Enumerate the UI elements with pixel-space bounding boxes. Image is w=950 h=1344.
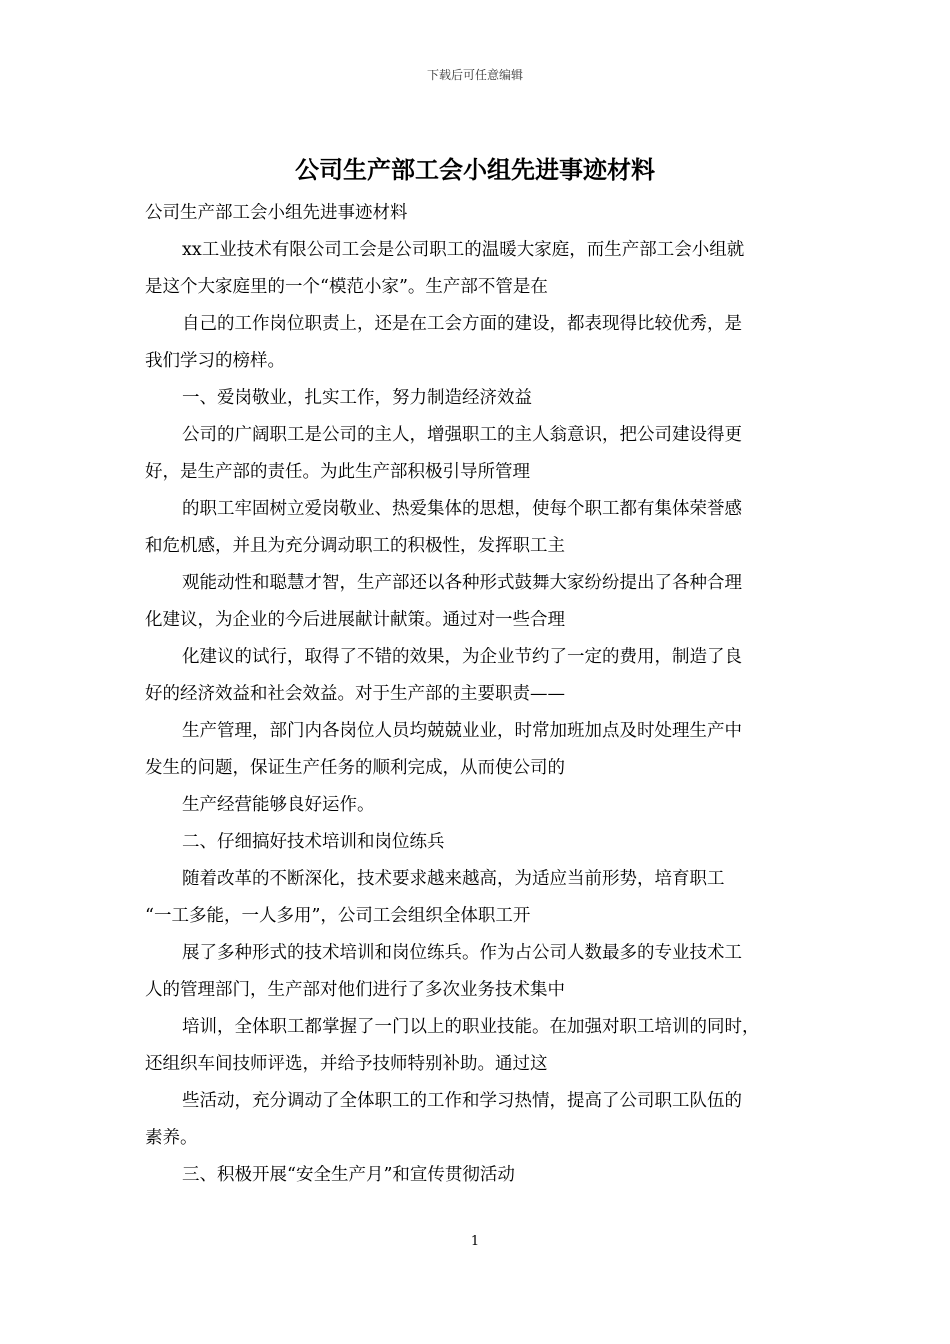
section-heading: 三、积极开展“安全生产月”和宣传贯彻活动 [182,1165,515,1185]
paragraph-line: 培训，全体职工都掌握了一门以上的职业技能。在加强对职工培训的同时， [182,1017,760,1037]
paragraph-line: 些活动，充分调动了全体职工的工作和学习热情，提高了公司职工队伍的 [182,1091,742,1111]
paragraph-line: 公司的广阔职工是公司的主人，增强职工的主人翁意识，把公司建设得更 [182,425,742,445]
paragraph-line: 素养。 [145,1128,198,1148]
paragraph-line: xx工业技术有限公司工会是公司职工的温暖大家庭，而生产部工会小组就 [182,240,745,260]
section-heading: 一、爱岗敬业，扎实工作，努力制造经济效益 [182,388,532,408]
paragraph-line: 公司生产部工会小组先进事迹材料 [145,203,408,223]
document-body [145,195,810,1194]
paragraph-line: 还组织车间技师评选，并给予技师特别补助。通过这 [145,1054,548,1074]
paragraph-line: 发生的问题，保证生产任务的顺利完成，从而使公司的 [145,758,565,778]
paragraph-line: “一工多能，一人多用”，公司工会组织全体职工开 [145,906,531,926]
paragraph-line: 自己的工作岗位职责上，还是在工会方面的建设，都表现得比较优秀，是 [182,314,742,334]
document-title: 公司生产部工会小组先进事迹材料 [295,155,655,184]
paragraph-line: 我们学习的榜样。 [145,351,285,371]
page-header-note: 下载后可任意编辑 [426,68,523,82]
paragraph-line: 人的管理部门，生产部对他们进行了多次业务技术集中 [145,980,565,1000]
paragraph-line: 和危机感，并且为充分调动职工的积极性，发挥职工主 [145,536,565,556]
paragraph-line: 观能动性和聪慧才智，生产部还以各种形式鼓舞大家纷纷提出了各种合理 [182,573,742,593]
paragraph-line: 的职工牢固树立爱岗敬业、热爱集体的思想，使每个职工都有集体荣誉感 [182,499,742,519]
paragraph-line: 化建议的试行，取得了不错的效果，为企业节约了一定的费用，制造了良 [182,647,742,667]
paragraph-line: 生产经营能够良好运作。 [182,795,375,815]
paragraph-line: 好，是生产部的责任。为此生产部积极引导所管理 [145,462,530,482]
paragraph-line: 是这个大家庭里的一个“模范小家”。生产部不管是在 [145,277,548,297]
paragraph-line: 随着改革的不断深化，技术要求越来越高，为适应当前形势，培育职工 [182,869,725,889]
section-heading: 二、仔细搞好技术培训和岗位练兵 [182,832,445,852]
page-number: 1 [470,1234,480,1249]
paragraph-line: 化建议，为企业的今后进展献计献策。通过对一些合理 [145,610,565,630]
paragraph-line: 展了多种形式的技术培训和岗位练兵。作为占公司人数最多的专业技术工 [182,943,742,963]
paragraph-line: 生产管理，部门内各岗位人员均兢兢业业，时常加班加点及时处理生产中 [182,721,742,741]
paragraph-line: 好的经济效益和社会效益。对于生产部的主要职责—— [145,684,565,704]
